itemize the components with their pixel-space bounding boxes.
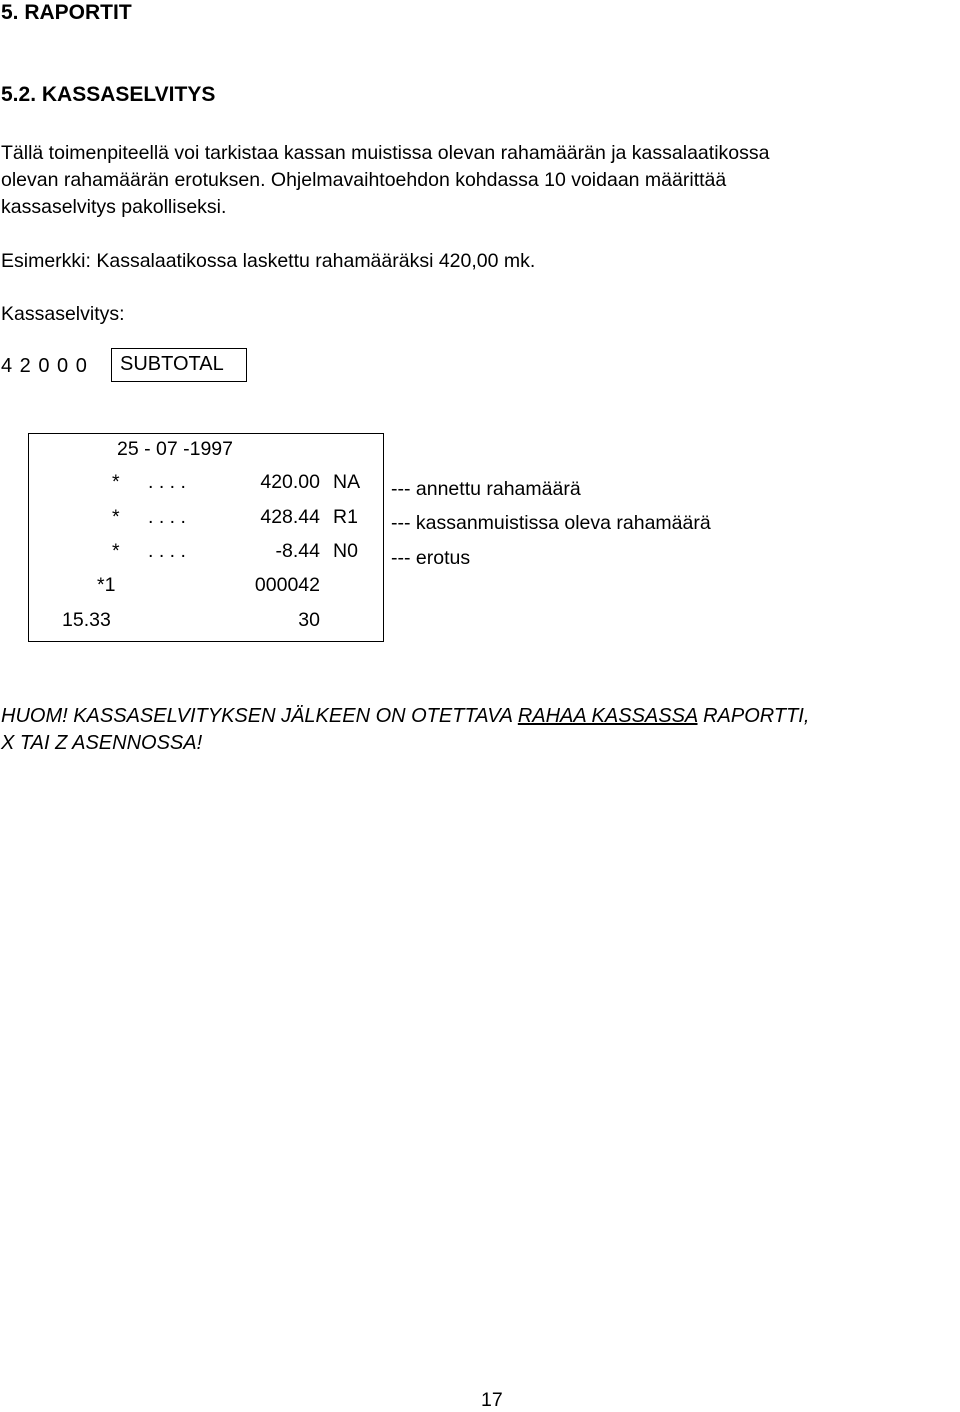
receipt-number: 000042 [254,574,320,596]
warning-line-1 [1,703,809,730]
receipt-row-dots: . . . . [148,540,186,562]
warning-report-name: RAHAA KASSASSA [517,705,698,727]
annotation-memory-amount: --- kassanmuistissa oleva rahamäärä [391,512,711,534]
warning-text-start: HUOM! KASSASELVITYKSEN JÄLKEEN ON OTETTAVA [1,705,518,727]
receipt-row-code: N0 [333,540,358,562]
warning-line-2: X TAI Z ASENNOSSA! [1,732,203,754]
receipt-row-amount: 428.44 [260,506,320,528]
warning-text-end: RAPORTTI, [697,705,810,727]
receipt-terminal: 30 [298,609,320,631]
key-sequence: 4 2 0 0 0 [1,355,88,377]
receipt-date: 25 - 07 -1997 [117,438,234,460]
receipt-clerk: *1 [97,574,116,596]
intro-line-2: olevan rahamäärän erotuksen. Ohjelmavaihtoehdon kohdassa 10 voidaan määrittää [1,169,727,191]
subtotal-key-label: SUBTOTAL [120,353,224,375]
receipt-row-code: NA [333,471,361,493]
receipt-row-star: * [112,471,120,493]
intro-line-3: kassaselvitys pakolliseksi. [1,196,227,218]
annotation-difference: --- erotus [391,547,471,569]
receipt-row-code: R1 [333,506,358,528]
receipt-time: 15.33 [62,609,111,631]
section-title: 5.2. KASSASELVITYS [1,83,216,106]
receipt-row-amount: 420.00 [260,471,320,493]
procedure-label: Kassaselvitys: [1,303,125,325]
receipt-row-dots: . . . . [148,506,186,528]
subtotal-key [111,348,247,382]
receipt-row-star: * [112,540,120,562]
receipt-row-dots: . . . . [148,471,186,493]
receipt-row-star: * [112,506,120,528]
annotation-given-amount: --- annettu rahamäärä [391,478,581,500]
receipt-row-amount: -8.44 [275,540,320,562]
chapter-title: 5. RAPORTIT [1,1,132,24]
receipt [28,433,384,642]
page-number: 17 [481,1389,503,1411]
example-text: Esimerkki: Kassalaatikossa laskettu rahamääräksi 420,00 mk. [1,250,536,272]
intro-line-1: Tällä toimenpiteellä voi tarkistaa kassan muistissa olevan rahamäärän ja kassalaatikossa [1,142,770,164]
